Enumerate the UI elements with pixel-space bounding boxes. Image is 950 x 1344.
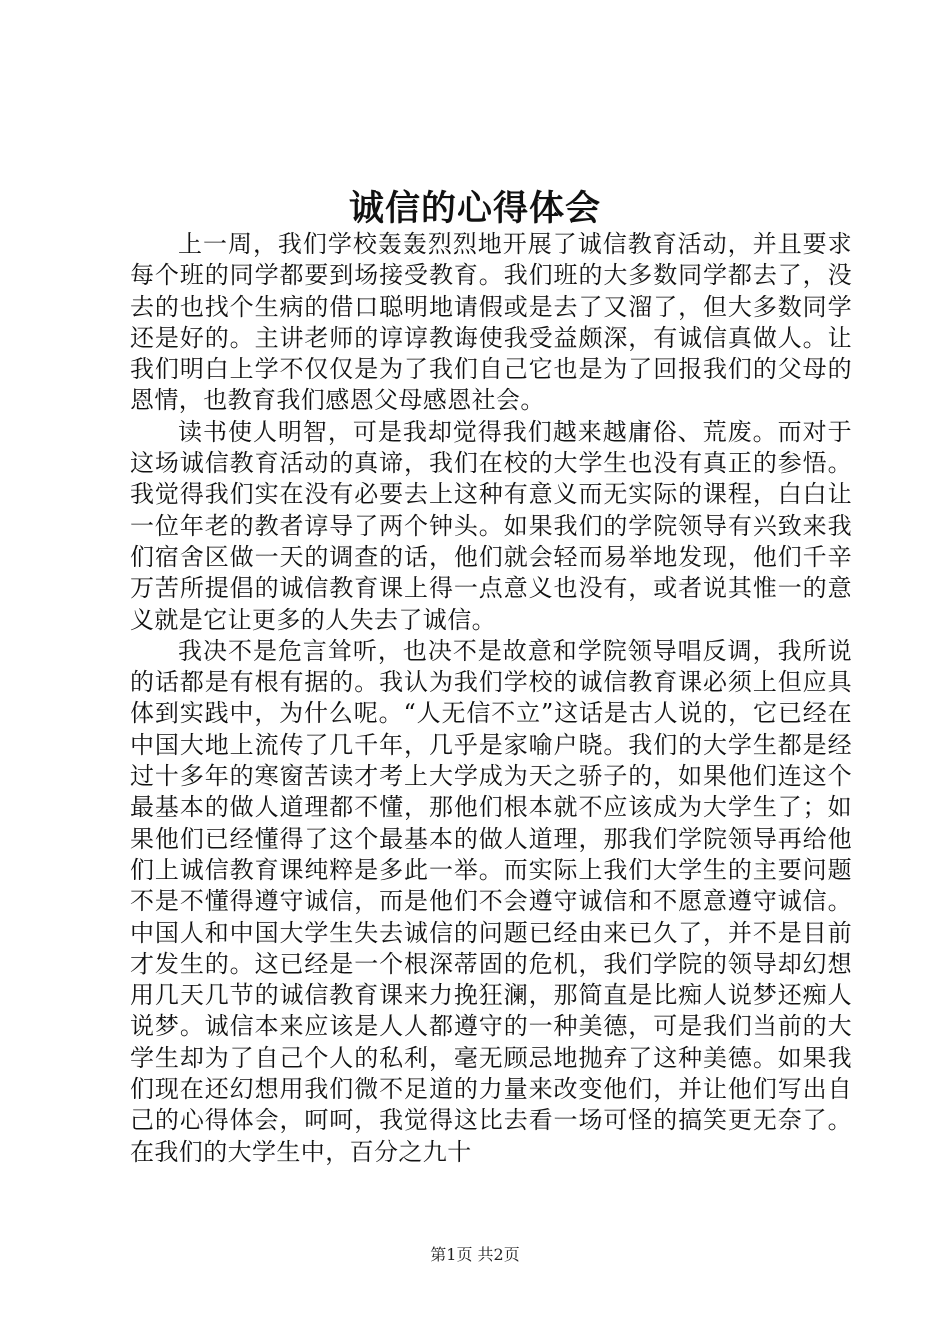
- document-title: 诚信的心得体会: [348, 188, 601, 229]
- paragraph-1: 上一周，我们学校轰轰烈烈地开展了诚信教育活动，并且要求每个班的同学都要到场接受教育。我们班的大多数同学都去了，没去的也找个生病的借口聪明地请假或是去了又溜了，但大多数同学还是好的。主讲老师的谆谆教诲使我受益颇深，有诚信真做人。让我们明白上学不仅仅是为了我们自己它也是为了回报我们的父母的恩情，也教育我们感恩父母感恩社会。: [130, 230, 852, 415]
- paragraph-2: 读书使人明智，可是我却觉得我们越来越庸俗、荒废。而对于这场诚信教育活动的真谛，我们在校的大学生也没有真正的参悟。我觉得我们实在没有必要去上这种有意义而无实际的课程，白白让一位年老的教者谆导了两个钟头。如果我们的学院领导有兴致来我们宿舍区做一天的调查的话，他们就会轻而易举地发现，他们千辛万苦所提倡的诚信教育课上得一点意义也没有，或者说其惟一的意义就是它让更多的人失去了诚信。: [130, 417, 852, 634]
- paragraph-3: 我决不是危言耸听，也决不是故意和学院领导唱反调，我所说的话都是有根有据的。我认为我们学校的诚信教育课必须上但应具体到实践中，为什么呢。“人无信不立”这话是古人说的，它已经在中国大地上流传了几千年，几乎是家喻户晓。我们的大学生都是经过十多年的寒窗苦读才考上大学成为天之骄子的，如果他们连这个最基本的做人道理都不懂，那他们根本就不应该成为大学生了；如果他们已经懂得了这个最基本的做人道理，那我们学院领导再给他们上诚信教育课纯粹是多此一举。而实际上我们大学生的主要问题不是不懂得遵守诚信，而是他们不会遵守诚信和不愿意遵守诚信。中国人和中国大学生失去诚信的问题已经由来已久了，并不是目前才发生的。这已经是一个根深蒂固的危机，我们学院的领导却幻想用几天几节的诚信教育课来力挽狂澜，那简直是比痴人说梦还痴人说梦。诚信本来应该是人人都遵守的一种美德，可是我们当前的大学生却为了自己个人的私利，毫无顾忌地抛弃了这种美德。如果我们现在还幻想用我们微不足道的力量来改变他们，并让他们写出自己的心得体会，呵呵，我觉得这比去看一场可怪的搞笑更无奈了。在我们的大学生中，百分之九十: [130, 636, 852, 1166]
- page-number-footer: 第1页 共2页: [430, 1245, 520, 1264]
- document-body: [130, 229, 852, 1168]
